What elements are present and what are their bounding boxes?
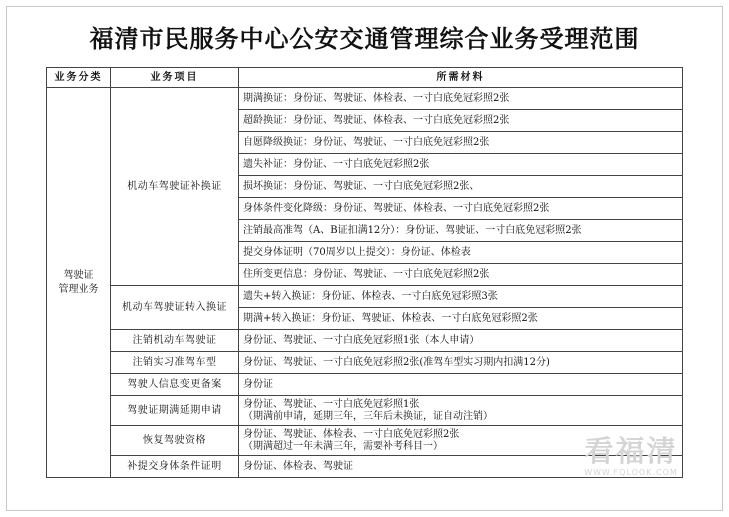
material-cell: 身体条件变化降级：身份证、驾驶证、体检表、一寸白底免冠彩照2张	[239, 198, 683, 220]
item-cancel-probation: 注销实习准驾车型	[111, 352, 239, 374]
material-line: （期满前申请，延期三年，三年后未换证，证自动注销）	[243, 410, 493, 422]
material-line: 身份证、驾驶证、一寸白底免冠彩照1张	[243, 398, 420, 410]
material-cell	[239, 396, 683, 426]
material-cell: 提交身体证明（70周岁以上提交）：身份证、体检表	[239, 242, 683, 264]
material-line: 身份证、驾驶证、体检表、一寸白底免冠彩照2张	[243, 428, 460, 440]
material-cell: 身份证、驾驶证、一寸白底免冠彩照1张（本人申请）	[239, 330, 683, 352]
material-cell: 期满+转入换证：身份证、驾驶证、体检表、一寸白底免冠彩照2张	[239, 308, 683, 330]
table-header-row	[47, 68, 683, 88]
table-row	[47, 286, 683, 308]
table-row	[47, 330, 683, 352]
material-cell: 超龄换证：身份证、驾驶证、体检表、一寸白底免冠彩照2张	[239, 110, 683, 132]
item-health-proof: 补提交身体条件证明	[111, 456, 239, 478]
category-line-2: 管理业务	[58, 283, 99, 295]
material-cell: 自愿降级换证：身份证、驾驶证、一寸白底免冠彩照2张	[239, 132, 683, 154]
table-row	[47, 352, 683, 374]
header-item: 业务项目	[111, 68, 239, 88]
material-cell: 损坏换证：身份证、驾驶证、一寸白底免冠彩照2张、	[239, 176, 683, 198]
watermark-logo	[566, 434, 696, 478]
material-cell: 遗失+转入换证：身份证、体检表、一寸白底免冠彩照3张	[239, 286, 683, 308]
material-cell: 注销最高准驾（A、B证扣满12分）：身份证、驾驶证、一寸白底免冠彩照2张	[239, 220, 683, 242]
watermark-url: WWW.FQLOOK.COM	[584, 468, 678, 477]
page-title: 福清市民服务中心公安交通管理综合业务受理范围	[89, 24, 640, 53]
item-cancel-license: 注销机动车驾驶证	[111, 330, 239, 352]
material-cell: 遗失补证：身份证、一寸白底免冠彩照2张	[239, 154, 683, 176]
item-license-replace: 机动车驾驶证补换证	[111, 88, 239, 286]
item-license-transfer: 机动车驾驶证转入换证	[111, 286, 239, 330]
material-cell: 期满换证：身份证、驾驶证、体检表、一寸白底免冠彩照2张	[239, 88, 683, 110]
category-cell	[47, 88, 111, 478]
material-cell: 身份证、驾驶证、一寸白底免冠彩照2张(准驾车型实习期内扣满12分)	[239, 352, 683, 374]
material-line: （期满超过一年未满三年，需要补考科目一）	[243, 440, 443, 452]
table-row	[47, 396, 683, 426]
header-category: 业务分类	[47, 68, 111, 88]
category-line-1: 驾驶证	[63, 269, 94, 281]
header-materials: 所需材料	[239, 68, 683, 88]
material-cell: 身份证	[239, 374, 683, 396]
table-row	[47, 374, 683, 396]
watermark-text: 看福清	[584, 434, 678, 468]
material-cell: 住所变更信息：身份证、驾驶证、一寸白底免冠彩照2张	[239, 264, 683, 286]
table-row	[47, 88, 683, 110]
service-scope-table	[46, 67, 683, 478]
item-info-change: 驾驶人信息变更备案	[111, 374, 239, 396]
item-extension: 驾驶证期满延期申请	[111, 396, 239, 426]
item-restore: 恢复驾驶资格	[111, 426, 239, 456]
material-cell: 身份证、体检表、驾驶证	[239, 456, 683, 478]
